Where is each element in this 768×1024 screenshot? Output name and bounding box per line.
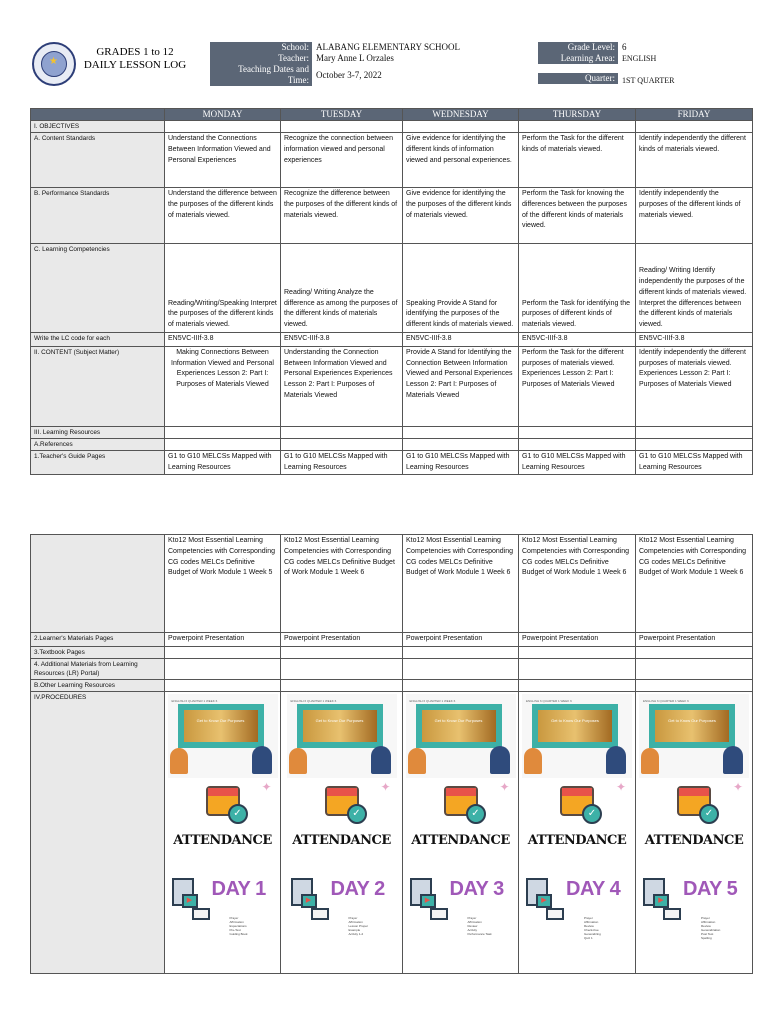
table-cell <box>636 679 753 691</box>
day-list-item: Generalizing <box>584 931 601 936</box>
table-cell <box>165 121 281 133</box>
row-label: 1.Teacher's Guide Pages <box>31 450 165 475</box>
table-cell: Kto12 Most Essential Learning Competencies with Corresponding CG codes MELCs Definitive Budget of Work Module 1 Week 5 <box>165 535 281 633</box>
day-list-item: Performance Task <box>467 931 492 936</box>
day-header: WEDNESDAY <box>403 109 519 121</box>
table-cell <box>403 691 519 973</box>
day-graphic <box>639 858 749 954</box>
table-cell <box>519 426 636 438</box>
row-label <box>31 535 165 633</box>
day-label: DAY 2 <box>330 877 385 900</box>
table-cell <box>281 121 403 133</box>
day-list-item: Activity 1-2 <box>348 931 364 936</box>
table-cell <box>165 679 281 691</box>
table-row <box>31 658 753 679</box>
lesson-slide-thumbnail <box>639 694 749 778</box>
table-cell: Give evidence for identifying the the purposes of the different kinds of materials viewed. <box>403 188 519 244</box>
table-cell: EN5VC-IIIf-3.8 <box>519 333 636 347</box>
dates-value: October 3-7, 2022 <box>316 70 382 80</box>
table-cell: Perform the Task for identifying the purposes of different kinds of materials viewed. <box>519 244 636 333</box>
day-list-item: Spelling <box>701 935 712 940</box>
teacher-illustration <box>490 746 510 774</box>
day-list-item: Affirmation <box>467 919 482 924</box>
attendance-graphic <box>287 778 397 858</box>
day-header: MONDAY <box>165 109 281 121</box>
table-row <box>31 121 753 133</box>
table-row <box>31 633 753 647</box>
table-cell <box>636 691 753 973</box>
day-list-item: Affirmation <box>348 919 363 924</box>
table-cell: Perform the Task for knowing the differences between the purposes of the different kinds of materials viewed. <box>519 188 636 244</box>
row-label: A.References <box>31 438 165 450</box>
slide-photo <box>184 710 258 742</box>
day-list-item: Prayer <box>467 915 477 920</box>
day-label: DAY 3 <box>449 877 504 900</box>
teacher-value: Mary Anne L Orzales <box>316 53 394 63</box>
lesson-slide-thumbnail <box>287 694 397 778</box>
day-list-item: Prayer <box>701 915 710 920</box>
row-label: 2.Learner's Materials Pages <box>31 633 165 647</box>
day-list-item: Prayer <box>229 915 239 920</box>
slide-photo <box>655 710 729 742</box>
table-cell: Understand the Connections Between Information Viewed and Personal Experiences <box>165 133 281 188</box>
table-row <box>31 450 753 475</box>
table-cell: Provide A Stand for Identifying the Connection Between Information Viewed and Personal Experiences Lesson 2: Part I: Purposes of Materials Viewed <box>403 346 519 426</box>
student-illustration <box>641 748 659 774</box>
day-list-item: Affirmation <box>701 919 716 924</box>
table-cell: Powerpoint Presentation <box>403 633 519 647</box>
day-label: DAY 5 <box>683 877 738 900</box>
video-play-icon: ▶ <box>301 894 317 908</box>
quarter-label: Quarter: <box>538 73 618 84</box>
table-cell <box>281 426 403 438</box>
table-cell: Making Connections Between Information Viewed and Personal Experiences Lesson 2: Part I: Purposes of Materials Viewed <box>165 346 281 426</box>
row-label: I. OBJECTIVES <box>31 121 165 133</box>
table-cell: Powerpoint Presentation <box>636 633 753 647</box>
quarter-value: 1ST QUARTER <box>622 76 675 85</box>
document-title <box>80 46 190 72</box>
student-illustration <box>408 748 426 774</box>
day-list-item: Lesson Proper <box>348 923 369 928</box>
day-list-item: Prayer <box>348 915 358 920</box>
sparkle-icon: ✦ <box>380 779 391 794</box>
row-label: B. Performance Standards <box>31 188 165 244</box>
lesson-log-table-2 <box>30 534 753 974</box>
teacher-illustration <box>606 746 626 774</box>
row-label: II. CONTENT (Subject Matter) <box>31 346 165 426</box>
table-cell: Kto12 Most Essential Learning Competencies with Corresponding CG codes MELCs Definitive Budget of Work Module 1 Week 6 <box>519 535 636 633</box>
table-row <box>31 133 753 188</box>
day-list-item: Generalization <box>701 927 721 932</box>
table-cell: Kto12 Most Essential Learning Competencies with Corresponding CG codes MELCs Definitive Budget of Work Module 1 Week 6 <box>636 535 753 633</box>
envelope-icon <box>546 908 564 920</box>
day-label: DAY 1 <box>211 877 266 900</box>
table-cell: G1 to G10 MELCSs Mapped with Learning Resources <box>165 450 281 475</box>
slide-caption: ENGLISH 6 QUARTER 1 WEEK 6 <box>290 698 337 703</box>
day-list-item: Expectations <box>229 923 247 928</box>
day-activity-list <box>349 916 369 936</box>
envelope-icon <box>311 908 329 920</box>
table-cell: Perform the Task for the different purposes of materials viewed. Experiences Lesson 2: Part I: Purposes of Materials Viewed <box>519 346 636 426</box>
table-cell: G1 to G10 MELCSs Mapped with Learning Resources <box>281 450 403 475</box>
teacher-illustration <box>371 746 391 774</box>
table-cell: Reading/ Writing Identify independently the purposes of the different kinds of materials viewed. Interpret the differences between the different kinds of materials viewed. <box>636 244 753 333</box>
slide-caption: ENGLISH 6 QUARTER 1 WEEK 6 <box>526 698 572 703</box>
table-cell: G1 to G10 MELCSs Mapped with Learning Resources <box>403 450 519 475</box>
table-row <box>31 188 753 244</box>
slide-photo <box>303 710 377 742</box>
day-graphic <box>406 858 516 954</box>
day-list-item: Activity <box>467 927 478 932</box>
deped-seal-logo: ★ <box>32 42 76 86</box>
table-cell: EN5VC-IIIf-3.8 <box>165 333 281 347</box>
table-cell <box>403 121 519 133</box>
lesson-slide-thumbnail <box>522 694 632 778</box>
day-list-item: Example <box>348 927 361 932</box>
table-cell <box>636 121 753 133</box>
row-label: IV.PROCEDURES <box>31 691 165 973</box>
slide-text: Get to Know Our Purposes <box>668 717 716 723</box>
table-cell <box>281 438 403 450</box>
table-cell <box>165 426 281 438</box>
table-row <box>31 426 753 438</box>
day-list-item: Review <box>701 923 711 928</box>
slide-text: Get to Know Our Purposes <box>434 717 483 723</box>
table-cell <box>519 121 636 133</box>
table-cell <box>636 426 753 438</box>
row-label: Write the LC code for each <box>31 333 165 347</box>
table-cell: Kto12 Most Essential Learning Competencies with Corresponding CG codes MELCs Definitive Budget of Work Module 1 Week 6 <box>281 535 403 633</box>
lesson-log-table-1 <box>30 108 753 475</box>
table-row <box>31 346 753 426</box>
grade-label: Grade Level: <box>538 42 618 53</box>
attendance-label: ATTENDANCE <box>173 832 272 848</box>
lesson-slide-thumbnail <box>168 694 278 778</box>
title-line-2: DAILY LESSON LOG <box>83 59 187 71</box>
table-cell: G1 to G10 MELCSs Mapped with Learning Resources <box>519 450 636 475</box>
day-list-item: Guiding Book <box>229 931 248 936</box>
attendance-graphic <box>639 778 749 858</box>
table-cell <box>281 679 403 691</box>
table-cell <box>636 646 753 658</box>
table-cell: Reading/Writing/Speaking Interpret the purposes of the different kinds of materials viewed. <box>165 244 281 333</box>
table-row <box>31 691 753 973</box>
attendance-label: ATTENDANCE <box>644 832 744 848</box>
slide-photo <box>538 710 612 742</box>
day-graphic <box>168 858 278 954</box>
day-label: DAY 4 <box>566 877 621 900</box>
table-cell: EN5VC-IIIf-3.8 <box>636 333 753 347</box>
day-list-item: Post Test <box>701 931 714 936</box>
table-cell <box>403 646 519 658</box>
envelope-icon <box>192 908 210 920</box>
checkmark-icon: ✓ <box>228 804 248 824</box>
video-play-icon: ▶ <box>182 894 198 908</box>
checkmark-icon: ✓ <box>347 804 367 824</box>
table-cell <box>165 691 281 973</box>
table-cell <box>165 658 281 679</box>
row-label: A. Content Standards <box>31 133 165 188</box>
teacher-illustration <box>252 746 272 774</box>
table-cell: Identify independently the purposes of the different kinds of materials viewed. <box>636 188 753 244</box>
student-illustration <box>170 748 188 774</box>
table-cell <box>165 646 281 658</box>
table-cell <box>519 438 636 450</box>
envelope-icon <box>430 908 448 920</box>
day-header-row <box>31 109 753 121</box>
area-label: Learning Area: <box>538 53 618 64</box>
day-list-item: Review <box>584 923 594 928</box>
table-cell <box>281 646 403 658</box>
corner-cell <box>31 109 165 121</box>
day-header: TUESDAY <box>281 109 403 121</box>
day-activity-list <box>701 916 720 940</box>
table-cell <box>636 658 753 679</box>
table-row <box>31 333 753 347</box>
table-cell: EN5VC-IIIf-3.8 <box>281 333 403 347</box>
table-row <box>31 679 753 691</box>
slide-text: Get to Know Our Purposes <box>196 717 245 723</box>
day-graphic <box>522 858 632 954</box>
row-label: 4. Additional Materials from Learning Resources (LR) Portal) <box>31 658 165 679</box>
teacher-label: Teacher: <box>210 53 312 64</box>
table-cell: Kto12 Most Essential Learning Competencies with Corresponding CG codes MELCs Definitive Budget of Work Module 1 Week 6 <box>403 535 519 633</box>
day-activity-list <box>584 916 601 940</box>
checkmark-icon: ✓ <box>699 804 719 824</box>
table-cell <box>636 438 753 450</box>
day-list-item: Quiz 1 <box>584 935 593 940</box>
student-illustration <box>524 748 542 774</box>
row-label: C. Learning Competencies <box>31 244 165 333</box>
dates-label-line-2: Time: <box>287 75 309 85</box>
table-cell <box>281 658 403 679</box>
table-cell <box>403 658 519 679</box>
attendance-label: ATTENDANCE <box>527 832 627 848</box>
day-list-item: Affirmation <box>584 919 599 924</box>
day-header: FRIDAY <box>636 109 753 121</box>
day-list-item: Affirmation <box>229 919 244 924</box>
sparkle-icon: ✦ <box>261 779 272 794</box>
header <box>0 40 768 96</box>
day-list-item: Pre-Test <box>229 927 241 932</box>
table-cell: Understand the difference between the purposes of the different kinds of materials viewed. <box>165 188 281 244</box>
slide-text: Get to Know Our Purposes <box>315 717 364 723</box>
teacher-illustration <box>723 746 743 774</box>
table-row <box>31 646 753 658</box>
table-cell: Speaking Provide A Stand for identifying the purposes of the different kinds of materials viewed. <box>403 244 519 333</box>
day-list-item: Review <box>467 923 478 928</box>
day-graphic <box>287 858 397 954</box>
attendance-graphic <box>168 778 278 858</box>
video-play-icon: ▶ <box>420 894 436 908</box>
sparkle-icon: ✦ <box>615 779 626 794</box>
table-cell <box>281 691 403 973</box>
table-row <box>31 438 753 450</box>
lesson-slide-thumbnail <box>406 694 516 778</box>
table-cell: Reading/ Writing Analyze the difference as among the purposes of the different kinds of materials viewed. <box>281 244 403 333</box>
table-cell: Powerpoint Presentation <box>519 633 636 647</box>
video-play-icon: ▶ <box>653 894 669 908</box>
row-label: III. Learning Resources <box>31 426 165 438</box>
table-cell <box>519 679 636 691</box>
title-line-1: GRADES 1 to 12 <box>96 46 174 58</box>
table-cell <box>403 426 519 438</box>
row-label: B.Other Learning Resources <box>31 679 165 691</box>
table-cell: Powerpoint Presentation <box>165 633 281 647</box>
day-list-item: Prayer <box>584 915 593 920</box>
table-cell <box>519 658 636 679</box>
table-cell: G1 to G10 MELCSs Mapped with Learning Resources <box>636 450 753 475</box>
sparkle-icon: ✦ <box>499 779 510 794</box>
dates-label <box>210 64 312 86</box>
attendance-label: ATTENDANCE <box>292 832 391 848</box>
slide-caption: ENGLISH 6 QUARTER 1 WEEK 6 <box>171 698 218 703</box>
table-cell: EN5VC-IIIf-3.8 <box>403 333 519 347</box>
school-label: School: <box>210 42 312 53</box>
table-cell: Recognize the difference between the purposes of the different kinds of materials viewed. <box>281 188 403 244</box>
row-label: 3.Textbook Pages <box>31 646 165 658</box>
table-row <box>31 244 753 333</box>
area-value: ENGLISH <box>622 54 657 63</box>
day-header: THURSDAY <box>519 109 636 121</box>
day-list-item: Check-free <box>584 927 599 932</box>
table-cell: Recognize the connection between information viewed and personal experiences <box>281 133 403 188</box>
table-row <box>31 535 753 633</box>
checkmark-icon: ✓ <box>466 804 486 824</box>
grade-value: 6 <box>622 42 627 52</box>
sparkle-icon: ✦ <box>732 779 743 794</box>
slide-caption: ENGLISH 6 QUARTER 1 WEEK 6 <box>643 698 689 703</box>
video-play-icon: ▶ <box>536 894 552 908</box>
table-cell: Powerpoint Presentation <box>281 633 403 647</box>
student-illustration <box>289 748 307 774</box>
table-cell <box>403 438 519 450</box>
school-value: ALABANG ELEMENTARY SCHOOL <box>316 42 460 52</box>
table-cell: Perform the Task for the different kinds of materials viewed. <box>519 133 636 188</box>
day-activity-list <box>468 916 492 936</box>
table-cell <box>519 691 636 973</box>
attendance-graphic <box>406 778 516 858</box>
table-cell: Identify independently the different kinds of materials viewed. <box>636 133 753 188</box>
envelope-icon <box>663 908 681 920</box>
table-cell <box>165 438 281 450</box>
day-activity-list <box>230 916 248 936</box>
attendance-graphic <box>522 778 632 858</box>
slide-caption: ENGLISH 6 QUARTER 1 WEEK 6 <box>409 698 456 703</box>
slide-text: Get to Know Our Purposes <box>551 717 599 723</box>
table-cell <box>519 646 636 658</box>
slide-photo <box>422 710 496 742</box>
table-cell: Identify independently the different purposes of materials viewed. Experiences Lesson 2: Part I: Purposes of Materials Viewed <box>636 346 753 426</box>
table-cell <box>403 679 519 691</box>
checkmark-icon: ✓ <box>582 804 602 824</box>
table-cell: Give evidence for identifying the different kinds of information viewed and personal experiences. <box>403 133 519 188</box>
attendance-label: ATTENDANCE <box>411 832 510 848</box>
dates-label-line-1: Teaching Dates and <box>238 64 309 74</box>
table-cell: Understanding the Connection Between Information Viewed and Personal Experiences Experiences Lesson 2: Part I: Purposes of Materials Viewed <box>281 346 403 426</box>
